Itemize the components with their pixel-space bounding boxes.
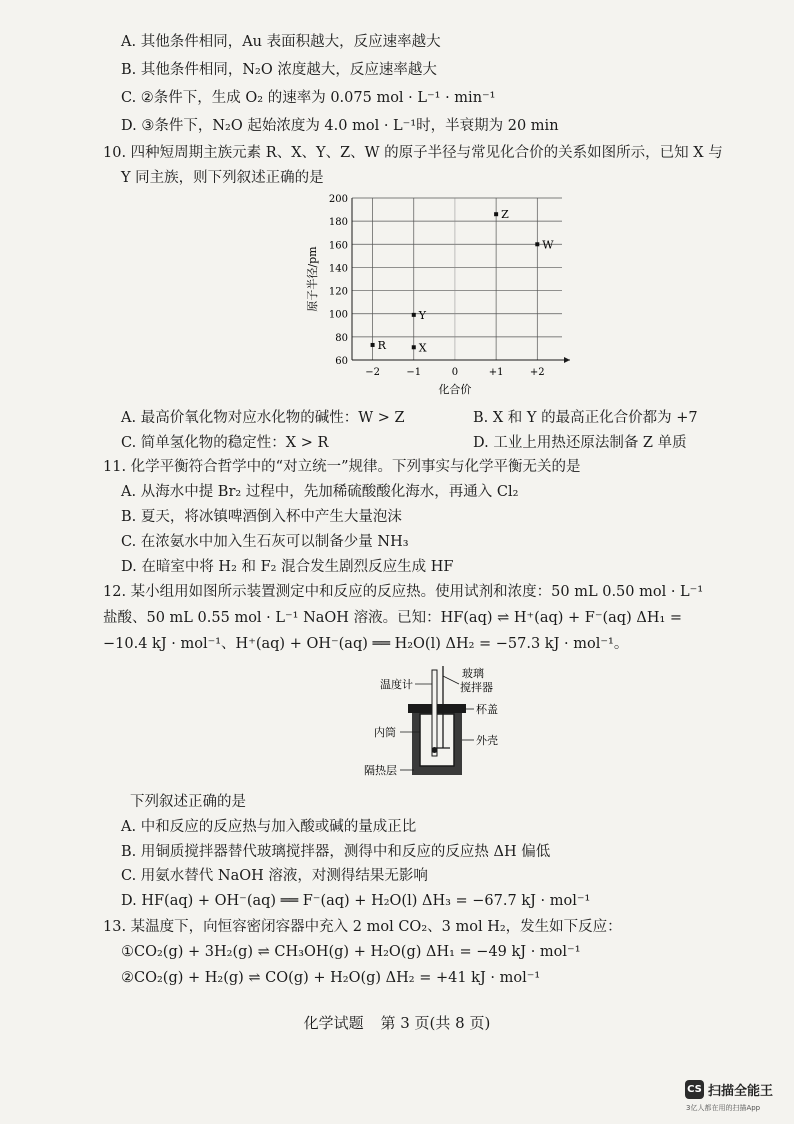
y-tick-label: 140 xyxy=(328,263,348,275)
chart-x-ticks xyxy=(365,367,544,378)
data-point-label-R: R xyxy=(377,338,386,352)
label-shell: 外壳 xyxy=(476,734,498,747)
q10-option-c: C. 简单氢化物的稳定性：X > R xyxy=(121,435,329,451)
q12-stem-line2: 盐酸、50 mL 0.55 mol · L⁻¹ NaOH 溶液。已知：HF(aq) ⇌ H⁺(aq) + F⁻(aq) ΔH₁ = xyxy=(103,610,683,626)
label-stirrer-line1: 玻璃 xyxy=(462,667,484,680)
data-point-label-X: X xyxy=(418,341,427,355)
chart-points xyxy=(371,208,555,354)
q13-reaction-2: ②CO₂(g) + H₂(g) ⇌ CO(g) + H₂O(g) ΔH₂ = +41 kJ · mol⁻¹ xyxy=(121,970,541,986)
data-point-label-Z: Z xyxy=(501,208,509,222)
footer-subject: 化学试题 xyxy=(303,1014,364,1032)
q11-option-b: B. 夏天，将冰镇啤酒倒入杯中产生大量泡沫 xyxy=(121,509,402,525)
q12-option-a: A. 中和反应的反应热与加入酸或碱的量成正比 xyxy=(121,819,417,835)
camscanner-tagline: 3亿人都在用的扫描App xyxy=(686,1104,761,1112)
q13-stem: 13. 某温度下，向恒容密闭容器中充入 2 mol CO₂、3 mol H₂，发生如下反应： xyxy=(103,919,622,935)
x-tick-label: +2 xyxy=(529,367,545,378)
label-lid: 杯盖 xyxy=(476,703,498,716)
chart-y-ticks xyxy=(329,194,348,367)
chart-grid xyxy=(352,198,562,360)
q12-prompt: 下列叙述正确的是 xyxy=(130,794,246,810)
y-tick-label: 120 xyxy=(328,286,348,298)
thermometer-shape xyxy=(432,670,437,756)
y-tick-label: 180 xyxy=(328,217,348,229)
data-point-Z xyxy=(494,212,498,216)
q12-stem-line3: −10.4 kJ · mol⁻¹、H⁺(aq) + OH⁻(aq) ══ H₂O(l) ΔH₂ = −57.3 kJ · mol⁻¹。 xyxy=(103,636,629,652)
chart-y-axis-label: 原子半径/pm xyxy=(306,246,319,312)
data-point-R xyxy=(371,343,375,347)
q11-option-d: D. 在暗室中将 H₂ 和 F₂ 混合发生剧烈反应生成 HF xyxy=(121,559,454,575)
chart-x-axis-label: 化合价 xyxy=(438,383,472,396)
label-thermometer: 温度计 xyxy=(380,678,413,691)
y-tick-label: 60 xyxy=(335,356,348,367)
x-tick-label: +1 xyxy=(488,367,504,378)
q10-option-a: A. 最高价氧化物对应水化物的碱性：W > Z xyxy=(121,410,405,426)
y-tick-label: 80 xyxy=(335,332,348,344)
q12-option-c: C. 用氨水替代 NaOH 溶液，对测得结果无影响 xyxy=(121,868,428,884)
q12-option-b: B. 用铜质搅拌器替代玻璃搅拌器，测得中和反应的反应热 ΔH 偏低 xyxy=(121,844,551,860)
x-tick-label: 0 xyxy=(451,367,459,378)
x-tick-label: −2 xyxy=(365,367,380,378)
q10-chart xyxy=(300,188,580,396)
x-tick-label: −1 xyxy=(406,367,422,378)
q10-stem-line2: Y 同主族，则下列叙述正确的是 xyxy=(121,170,324,186)
q9-option-b: B. 其他条件相同，N₂O 浓度越大，反应速率越大 xyxy=(121,62,437,78)
page-footer xyxy=(0,1012,794,1033)
q11-stem: 11. 化学平衡符合哲学中的“对立统一”规律。下列事实与化学平衡无关的是 xyxy=(103,459,581,475)
q10-option-d: D. 工业上用热还原法制备 Z 单质 xyxy=(473,435,687,451)
q11-option-c: C. 在浓氨水中加入生石灰可以制备少量 NH₃ xyxy=(121,534,409,550)
data-point-W xyxy=(535,242,539,246)
footer-page-number: 第 3 页(共 8 页) xyxy=(380,1014,491,1032)
q9-option-a: A. 其他条件相同，Au 表面积越大，反应速率越大 xyxy=(121,34,441,50)
q12-stem-line1: 12. 某小组用如图所示装置测定中和反应的反应热。使用试剂和浓度：50 mL 0.50 mol · L⁻¹ xyxy=(103,584,704,600)
q9-option-c: C. ②条件下，生成 O₂ 的速率为 0.075 mol · L⁻¹ · min⁻¹ xyxy=(121,90,496,106)
q12-option-d: D. HF(aq) + OH⁻(aq) ══ F⁻(aq) + H₂O(l) ΔH₃ = −67.7 kJ · mol⁻¹ xyxy=(121,893,591,909)
y-tick-label: 100 xyxy=(328,309,348,321)
y-tick-label: 160 xyxy=(328,240,348,252)
data-point-label-W: W xyxy=(542,238,554,252)
q13-reaction-1: ①CO₂(g) + 3H₂(g) ⇌ CH₃OH(g) + H₂O(g) ΔH₁ = −49 kJ · mol⁻¹ xyxy=(121,944,581,960)
q10-option-b: B. X 和 Y 的最高正化合价都为 +7 xyxy=(473,410,698,426)
y-tick-label: 200 xyxy=(328,194,348,205)
camscanner-logo-icon: CS xyxy=(685,1080,704,1099)
data-point-X xyxy=(412,345,416,349)
label-insulation: 隔热层 xyxy=(364,764,397,777)
data-point-label-Y: Y xyxy=(418,308,427,322)
q10-stem-line1: 10. 四种短周期主族元素 R、X、Y、Z、W 的原子半径与常见化合价的关系如图所示，已知 X 与 xyxy=(103,145,723,161)
label-stirrer-line2: 搅拌器 xyxy=(460,681,493,694)
label-inner-cup: 内筒 xyxy=(374,726,396,739)
data-point-Y xyxy=(412,313,416,317)
q9-option-d: D. ③条件下，N₂O 起始浓度为 4.0 mol · L⁻¹时，半衰期为 20 min xyxy=(121,118,559,134)
x-axis-arrow xyxy=(564,357,570,363)
camscanner-name: 扫描全能王 xyxy=(708,1084,774,1099)
q11-option-a: A. 从海水中提 Br₂ 过程中，先加稀硫酸酸化海水，再通入 Cl₂ xyxy=(121,484,519,500)
calorimeter-diagram xyxy=(352,664,512,782)
